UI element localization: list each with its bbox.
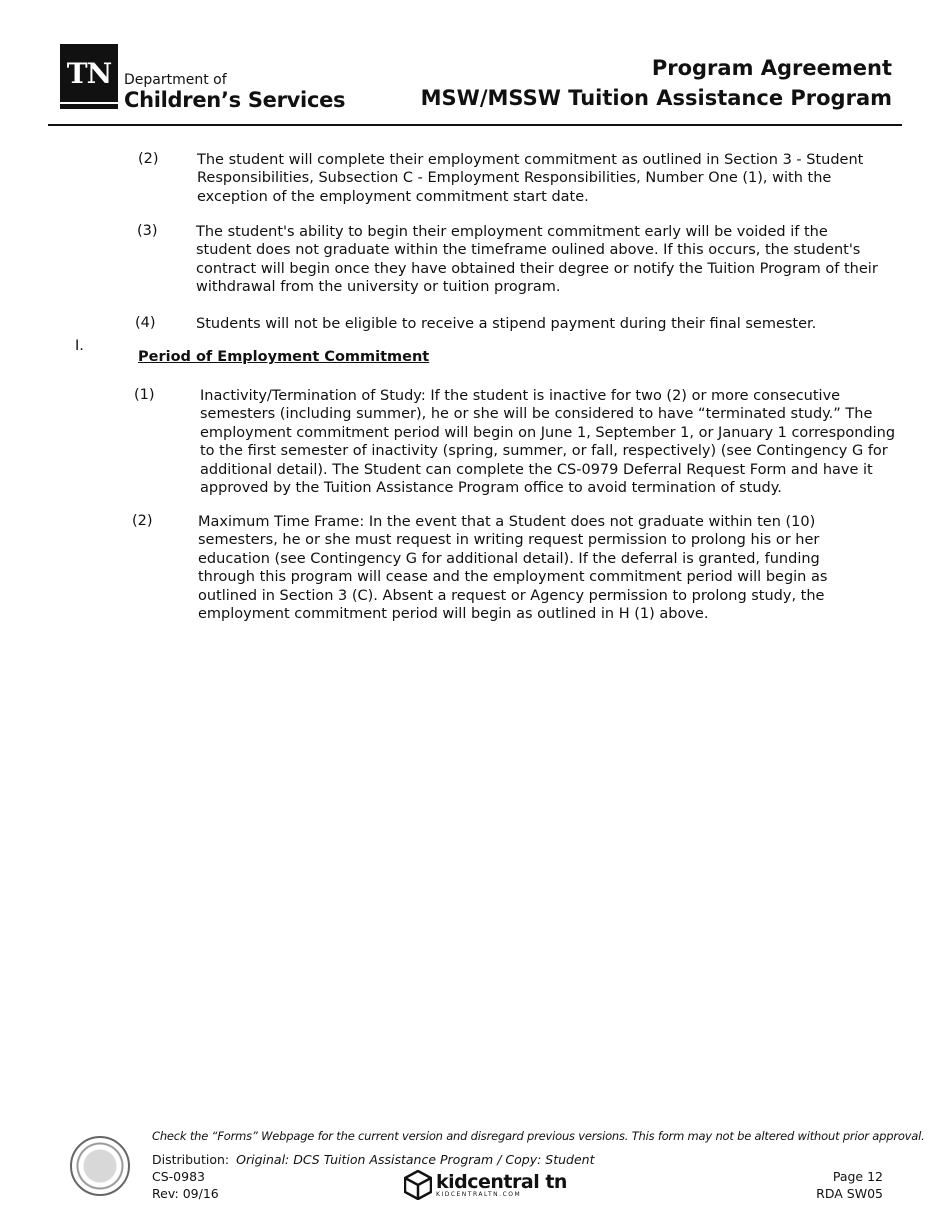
rda-code: RDA SW05 [816,1186,883,1201]
logo-bar [60,104,118,109]
dept-name-label: Children’s Services [124,88,346,112]
kidcentral-wordmark: kidcentral tn [436,1170,567,1193]
kidcentral-box-icon [404,1170,432,1200]
kidcentral-url: KIDCENTRALTN.COM [436,1190,522,1198]
item-text: Inactivity/Termination of Study: If the student is inactive for two (2) or more consecutive semesters (including summer), he or she will be considered to have “terminated study.” The employment commitment period will begin on June 1, September 1, or January 1 corresponding to the first semester of inactivity (spring, summer, or fall, respectively) (see Contingency G for additional detail). The Student can complete the CS-0979 Deferral Request Form and have it approved by the Tuition Assistance Program office to avoid termination of study. [200,388,896,497]
item-text: Maximum Time Frame: In the event that a Student does not graduate within ten (10) semesters, he or she must request in writing request permission to prolong his or her education (see Contingency G for additional detail). If the deferral is granted, funding through this program will cease and the employment commitment period will begin as outlined in Section 3 (C). Absent a request or Agency permission to prolong study, the employment commitment period will begin as outlined in H (1) above. [198,514,828,623]
tn-logo: TN [60,44,118,102]
section-marker: I. [75,338,84,354]
header-rule [48,124,902,126]
doc-subtitle: MSW/MSSW Tuition Assistance Program [420,86,892,110]
kidcentral-logo [404,1170,567,1200]
item-number: (3) [137,223,158,239]
section-heading: Period of Employment Commitment [138,349,430,365]
item-number: (2) [138,151,159,167]
state-seal-icon [70,1136,130,1196]
page-number: Page 12 [832,1169,883,1184]
form-number: CS-0983 [152,1169,205,1184]
item-number: (1) [134,387,155,403]
footer-note: Check the “Forms” Webpage for the current version and disregard previous versions. This form may not be altered without prior approval. [152,1129,925,1143]
item-number: (2) [132,513,153,529]
doc-title: Program Agreement [651,56,892,80]
item-text: Students will not be eligible to receive a stipend payment during their final semester. [196,316,817,332]
item-number: (4) [135,315,156,331]
dept-of-label: Department of [124,72,227,88]
revision: Rev: 09/16 [152,1186,219,1201]
distribution-line [152,1152,594,1167]
item-text: The student's ability to begin their employment commitment early will be voided if the student does not graduate within the timeframe oulined above. If this occurs, the student's contract will begin once they have obtained their degree or notify the Tuition Program of their withdrawal from the university or tuition program. [196,224,878,296]
distribution-value: Original: DCS Tuition Assistance Program / Copy: Student [236,1152,595,1167]
item-text: The student will complete their employment commitment as outlined in Section 3 - Student Responsibilities, Subsection C - Employment Responsibilities, Number One (1), with the exception of the employment commitment start date. [197,152,864,205]
distribution-label: Distribution: [152,1152,230,1167]
